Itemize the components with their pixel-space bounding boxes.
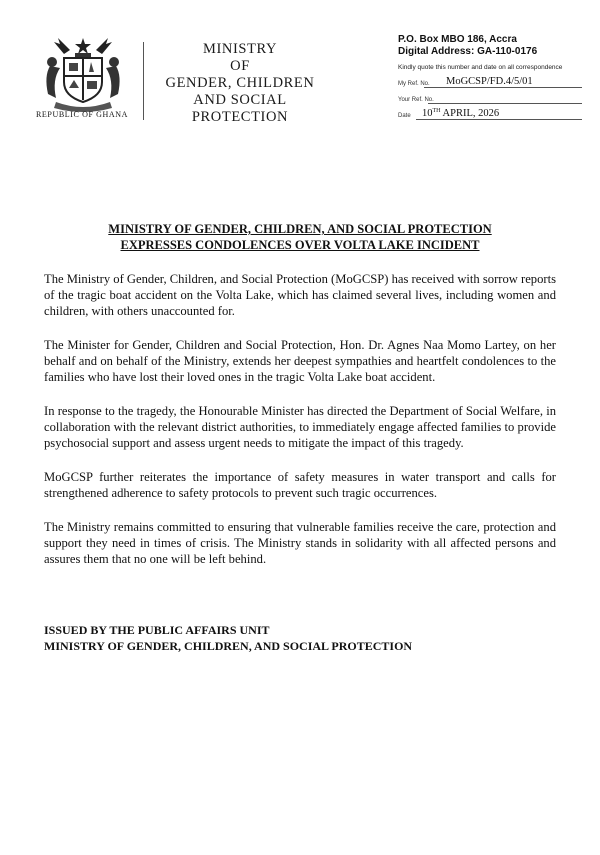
title-line: EXPRESSES CONDOLENCES OVER VOLTA LAKE INCIDENT	[120, 237, 480, 252]
postal-address: P.O. Box MBO 186, Accra	[398, 34, 517, 45]
date-label: Date	[398, 113, 411, 119]
release-body	[44, 271, 556, 585]
date-row	[398, 108, 598, 121]
your-ref-label: Your Ref. No.	[398, 97, 434, 103]
digital-address: Digital Address: GA-110-0176	[398, 46, 538, 57]
title-line: MINISTRY OF GENDER, CHILDREN, AND SOCIAL PROTECTION	[108, 222, 492, 236]
my-ref-label: My Ref. No.	[398, 81, 430, 87]
ministry-line: MINISTRY	[202, 41, 278, 57]
my-ref-value: MoGCSP/FD.4/5/01	[446, 76, 533, 87]
page-title	[40, 222, 560, 253]
body-paragraph: The Ministry of Gender, Children, and Social Protection (MoGCSP) has received with sorrow reports of the tragic boat accident on the Volta Lake, which has claimed several lives, including women and children, with others unaccounted for.	[44, 272, 556, 318]
ministry-name	[150, 41, 330, 126]
kindly-quote-note: Kindly quote this number and date on all correspondence	[398, 64, 563, 71]
ministry-line: GENDER, CHILDREN	[165, 75, 315, 91]
issued-by-block	[44, 623, 564, 654]
ministry-line: AND SOCIAL	[193, 92, 287, 108]
contact-block	[398, 34, 598, 121]
body-paragraph: The Ministry remains committed to ensuring that vulnerable families receive the care, protection and support they need in times of crisis. The Ministry stands in solidarity with all affected persons and assures them that no one will be left behind.	[44, 520, 556, 566]
my-ref-row	[398, 76, 598, 89]
body-paragraph: In response to the tragedy, the Honourable Minister has directed the Department of Social Welfare, in collaboration with the relevant district authorities, to immediately engage affected families to provide psychosocial support and assess urgent needs to mitigate the impact of this tragedy.	[44, 404, 556, 450]
body-paragraph: MoGCSP further reiterates the importance of safety measures in water transport and calls for strengthened adherence to safety protocols to prevent such tragic occurrences.	[44, 470, 556, 500]
issued-ministry-line: MINISTRY OF GENDER, CHILDREN, AND SOCIAL PROTECTION	[44, 638, 413, 653]
republic-label: REPUBLIC OF GHANA	[36, 110, 128, 119]
date-value: 10TH APRIL, 2026	[422, 108, 500, 119]
ministry-line: PROTECTION	[191, 109, 289, 125]
ghana-coat-of-arms-icon	[42, 36, 124, 112]
body-paragraph: The Minister for Gender, Children and Social Protection, Hon. Dr. Agnes Naa Momo Lartey, on her behalf and on behalf of the Ministry, extends her deepest sympathies and heartfelt condolences to the families who have lost their loved ones in the tragic Volta Lake boat accident.	[44, 338, 556, 384]
your-ref-row	[398, 92, 598, 105]
issued-by-line: ISSUED BY THE PUBLIC AFFAIRS UNIT	[44, 623, 270, 637]
ministry-line: OF	[230, 58, 250, 74]
letterhead-divider	[143, 42, 144, 120]
